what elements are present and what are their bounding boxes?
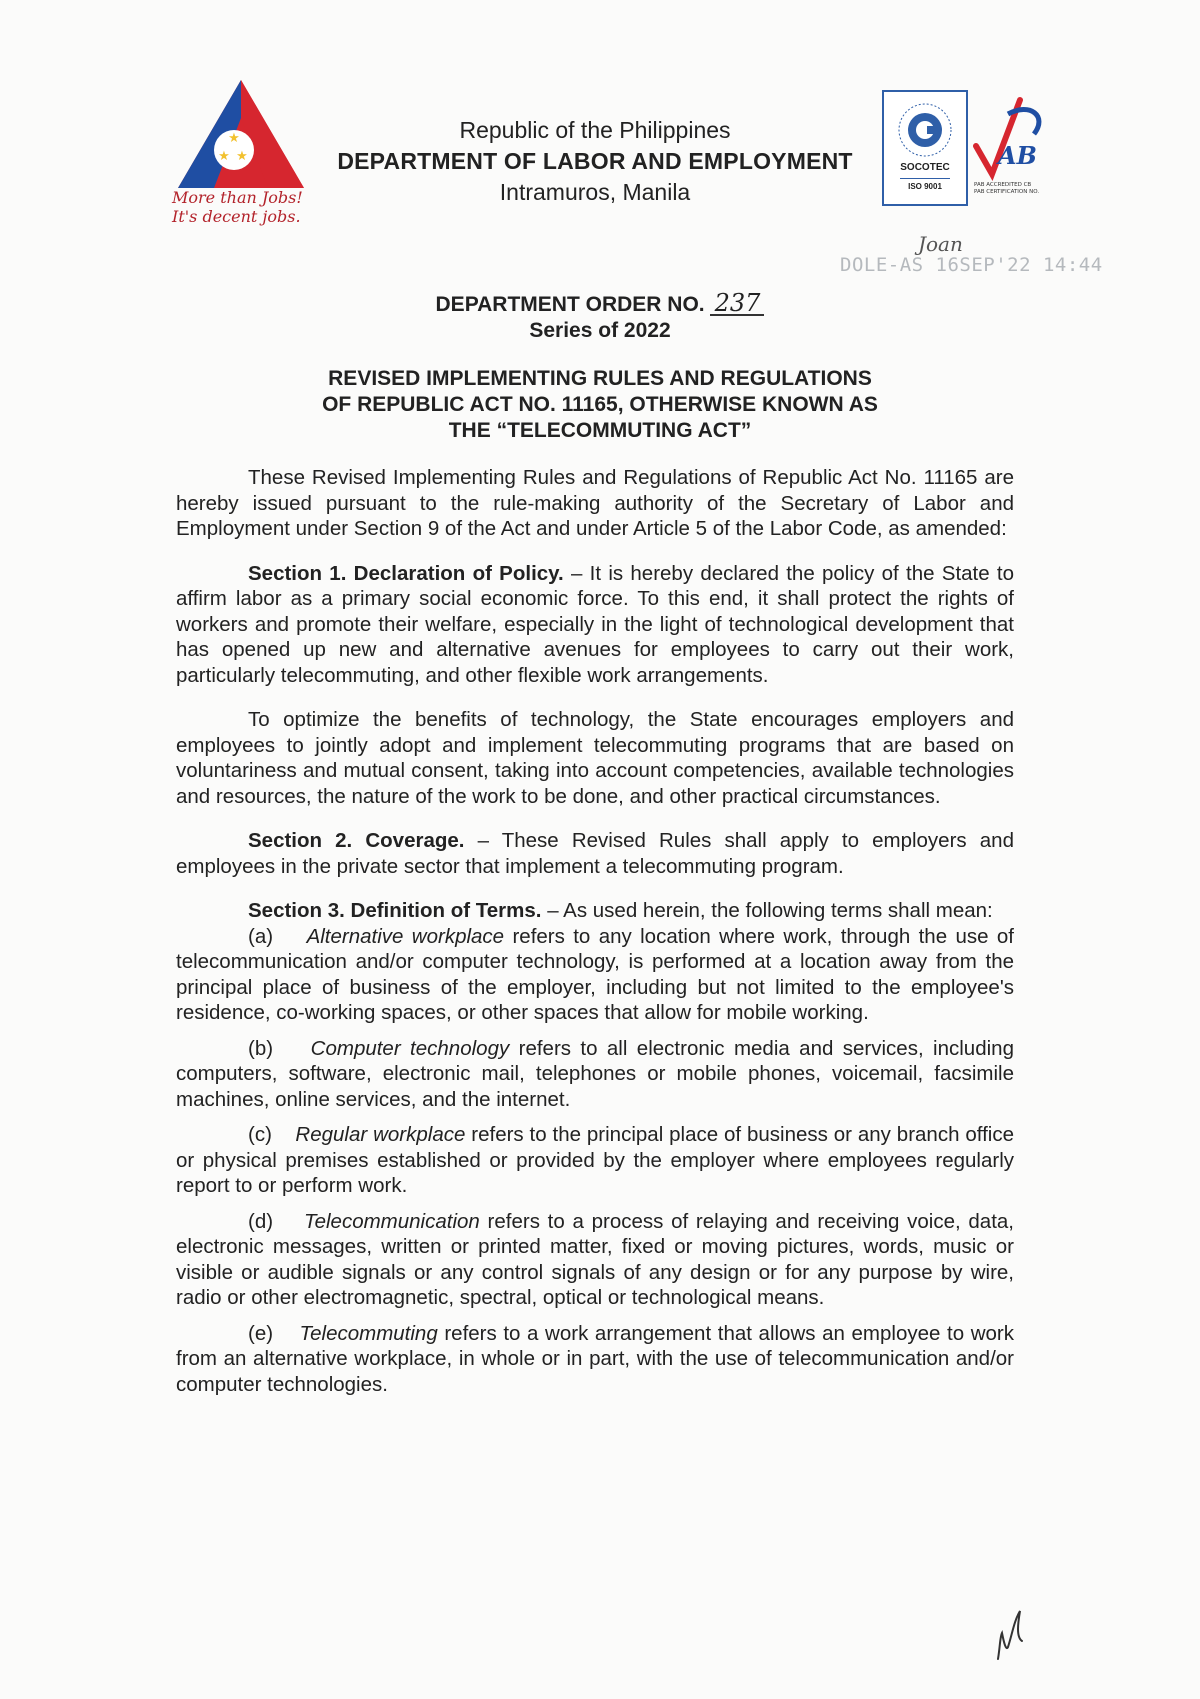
svg-text:★: ★ xyxy=(228,131,240,146)
definition-label: (b) xyxy=(248,1036,274,1060)
order-number-line xyxy=(0,289,1200,318)
definition-label: (c) xyxy=(248,1123,272,1146)
definition-item xyxy=(176,924,1014,1026)
definition-label: (a) xyxy=(248,924,274,948)
document-title xyxy=(0,366,1200,444)
svg-text:★: ★ xyxy=(218,149,230,164)
document-body xyxy=(176,465,1014,1397)
definition-term: Regular workplace xyxy=(295,1123,466,1146)
definition-label: (e) xyxy=(248,1321,274,1345)
definition-term: Alternative workplace xyxy=(306,924,505,948)
order-label: DEPARTMENT ORDER NO. xyxy=(435,293,705,316)
svg-text:PAB CERTIFICATION NO.: PAB CERTIFICATION NO. xyxy=(974,189,1040,195)
definition-item xyxy=(176,1036,1014,1113)
svg-text:PAB ACCREDITED CB: PAB ACCREDITED CB xyxy=(974,182,1032,188)
section-1-paragraph-2: To optimize the benefits of technology, the State encourages employers and employees to jointly adopt and implement telecommuting programs that are based on voluntariness and mutual consent, taking into account competencies, available technologies and resources, the nature of the work to be done, and other practical circumstances. xyxy=(176,708,1014,808)
socotec-logo-icon xyxy=(884,96,966,166)
section-1-text: – It is hereby declared the policy of the State to affirm labor as a primary social economic force. To this end, it shall protect the rights of workers and promote their welfare, especially in the light of technological development that has opened up new and alternative avenues for employees to carry out their work, particularly telecommuting, and other flexible work arrangements. xyxy=(176,561,1014,687)
title-line-2: OF REPUBLIC ACT NO. 11165, OTHERWISE KNOWN AS xyxy=(322,393,878,416)
received-datetime-stamp: DOLE-AS 16SEP'22 14:44 xyxy=(840,254,1103,276)
section-3-text: – As used herein, the following terms shall mean: xyxy=(541,899,993,922)
svg-text:AB: AB xyxy=(998,141,1037,170)
cert-standard: ISO 9001 xyxy=(908,182,942,191)
order-heading xyxy=(0,289,1200,344)
definition-label: (d) xyxy=(248,1209,274,1233)
definition-text: refers to all electronic media and services, including computers, software, electronic mail, telephones or mobile phones, voicemail, facsimile machines, online services, and the internet. xyxy=(176,1036,1014,1111)
intro-paragraph: These Revised Implementing Rules and Regulations of Republic Act No. 11165 are hereby issued pursuant to the rule-making authority of the Secretary of Labor and Employment under Section 9 of the Act and under Article 5 of the Labor Code, as amended: xyxy=(176,466,1014,540)
definition-term: Telecommunication xyxy=(303,1209,480,1233)
section-2-text: – These Revised Rules shall apply to employers and employees in the private sector that implement a telecommuting program. xyxy=(176,829,1014,878)
agency-header xyxy=(300,115,890,207)
title-line-1: REVISED IMPLEMENTING RULES AND REGULATIONS xyxy=(328,367,872,390)
order-series: Series of 2022 xyxy=(529,319,671,342)
definition-term: Computer technology xyxy=(310,1036,510,1060)
receiver-signature: Joan xyxy=(918,232,963,256)
definition-item xyxy=(176,1122,1014,1199)
section-1-paragraph xyxy=(176,561,1014,689)
definition-item xyxy=(176,1321,1014,1398)
section-1-heading: Section 1. Declaration of Policy. xyxy=(248,561,564,585)
section-2-paragraph xyxy=(176,828,1014,879)
definition-term: Telecommuting xyxy=(299,1321,438,1345)
title-line-3: THE “TELECOMMUTING ACT” xyxy=(448,419,752,442)
logo-tagline-line-1: More than Jobs! xyxy=(172,188,303,207)
section-2-heading: Section 2. Coverage. xyxy=(248,829,465,852)
pab-accreditation-logo-icon xyxy=(968,94,1046,204)
address-line: Intramuros, Manila xyxy=(499,179,691,205)
definition-text: refers to a work arrangement that allows an employee to work from an alternative workplace, in whole or in part, with the use of telecommunication and/or computer technologies. xyxy=(176,1321,1014,1396)
receiving-stamp xyxy=(840,232,1103,284)
order-number: 237 xyxy=(710,292,764,316)
definition-text: refers to any location where work, through the use of telecommunication and/or computer technology, is performed at a location away from the principal place of business of the employer, including but not limited to the employee's residence, co-working spaces, or other spaces that allow for mobile working. xyxy=(176,924,1015,1024)
logo-tagline-line-2: It's decent jobs. xyxy=(172,207,301,226)
section-3-heading: Section 3. Definition of Terms. xyxy=(248,899,542,922)
section-3-paragraph xyxy=(176,898,1014,924)
definition-text: refers to the principal place of business or any branch office or physical premises established or provided by the employer where employees regularly report to or perform work. xyxy=(176,1123,1014,1197)
republic-line: Republic of the Philippines xyxy=(459,117,731,143)
cert-brand: SOCOTEC xyxy=(900,162,950,173)
definition-item xyxy=(176,1209,1014,1311)
department-name: DEPARTMENT OF LABOR AND EMPLOYMENT xyxy=(337,148,853,174)
svg-text:★: ★ xyxy=(236,149,248,164)
handwritten-initial-icon xyxy=(994,1607,1028,1663)
iso-certification-badge xyxy=(882,90,968,206)
definition-text: refers to a process of relaying and receiving voice, data, electronic messages, written or printed matter, fixed or moving pictures, words, music or visible or audible signals or any control signals of any design or for any purpose by wire, radio or other electromagnetic, spectral, optical or technological means. xyxy=(176,1209,1014,1309)
